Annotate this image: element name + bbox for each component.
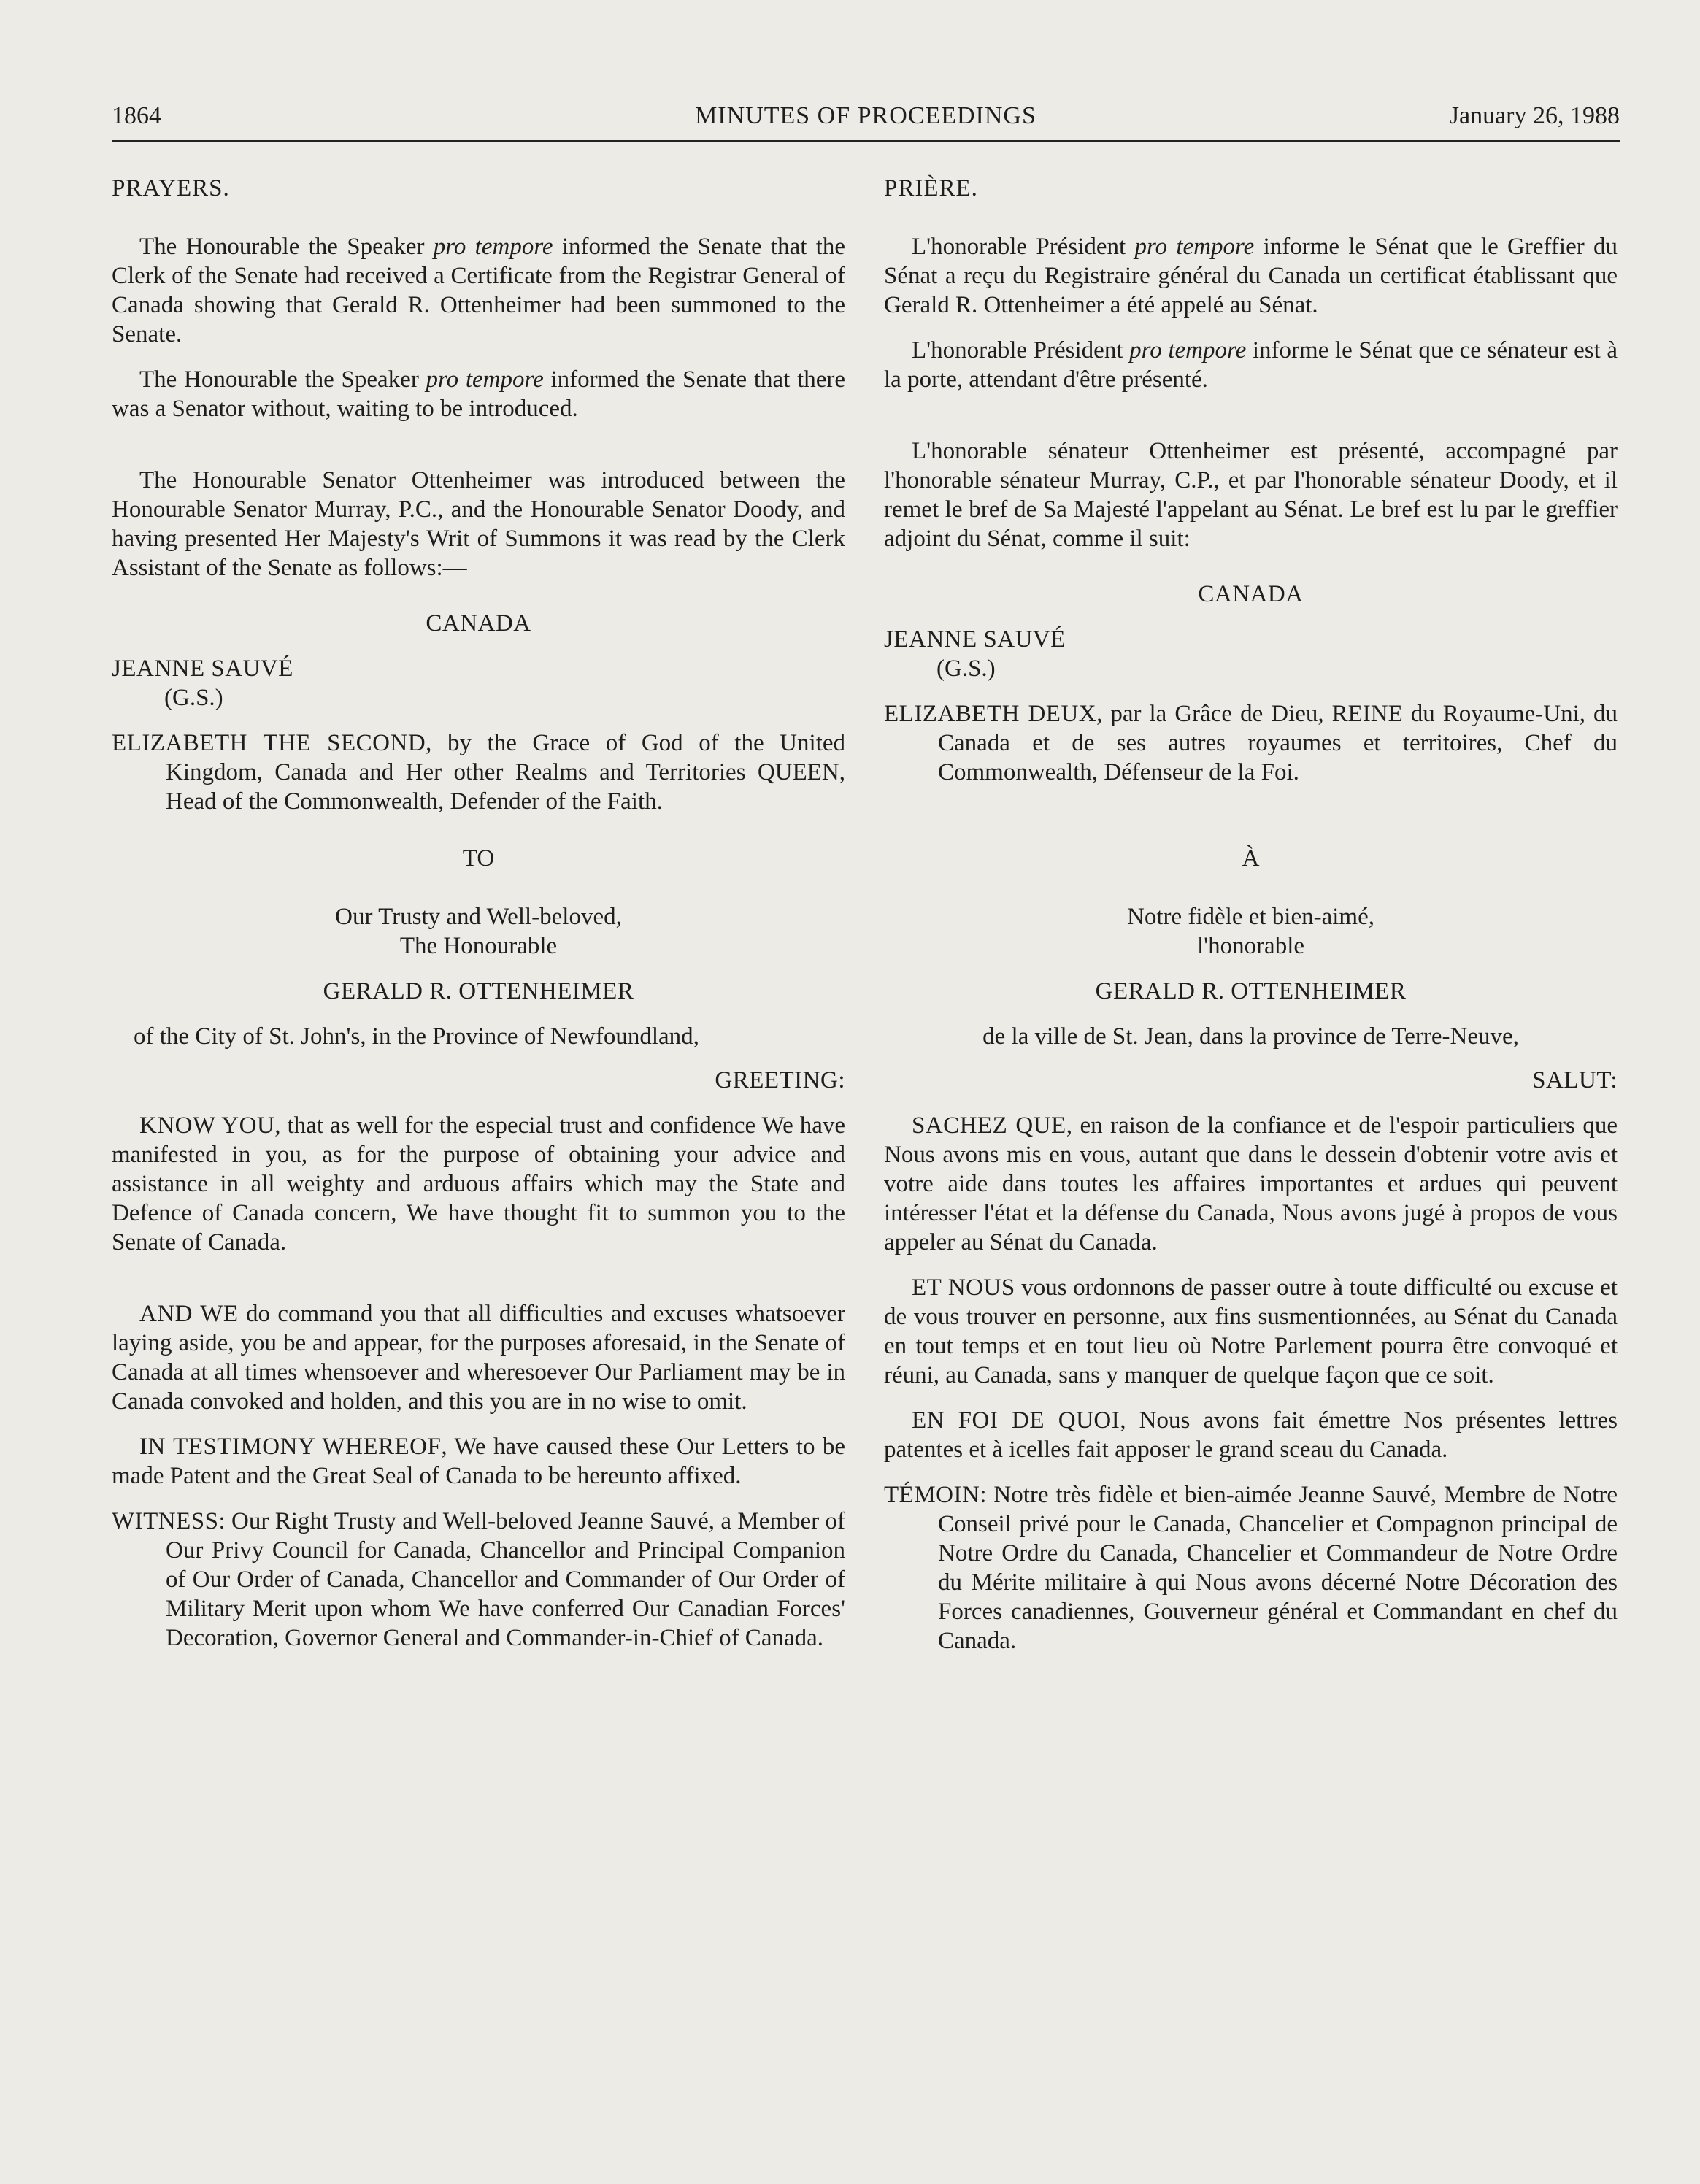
writ-sovereign: ELIZABETH THE SECOND, by the Grace of God of the United Kingdom, Canada and Her other Realms and Territories QUEEN, Head of the Commonwealth, Defender of the Faith. — [112, 730, 845, 815]
writ-addressee-name: GERALD R. OTTENHEIMER — [1095, 978, 1407, 1004]
section-heading: PRIÈRE. — [884, 175, 978, 201]
writ-addressee-line1: Notre fidèle et bien-aimé, — [1126, 904, 1374, 930]
writ-country: CANADA — [426, 610, 531, 637]
writ-signatory: JEANNE SAUVÉ — [112, 655, 293, 682]
writ-gs: (G.S.) — [936, 655, 996, 682]
writ-greeting: SALUT: — [1532, 1067, 1618, 1093]
writ-country: CANADA — [1198, 581, 1304, 607]
writ-know-you: KNOW YOU, that as well for the especial trust and confidence We have manifested in you, as for the purpose of obtaining your advice and assistance in all weighty and arduous affairs which may the State and Defence of Canada concern, We have thought fit to summon you to the Senate of Canada. — [112, 1112, 845, 1256]
writ-gs: (G.S.) — [164, 685, 223, 711]
section-heading: PRAYERS. — [112, 175, 230, 201]
speaker-certificate-paragraph: The Honourable the Speaker pro tempore informed the Senate that the Clerk of the Senate had received a Certificate from the Registrar General of Canada showing that Gerald R. Ottenheimer had been summoned to the Senate. — [112, 234, 846, 347]
writ-sovereign: ELIZABETH DEUX, par la Grâce de Dieu, REINE du Royaume-Uni, du Canada et de ses autres royaumes et territoires, Chef du Commonwealth, Défenseur de la Foi. — [884, 701, 1618, 785]
writ-greeting: GREETING: — [715, 1067, 845, 1093]
senator-waiting-paragraph: L'honorable Président pro tempore informe le Sénat que ce sénateur est à la porte, attendant d'être présenté. — [884, 337, 1618, 393]
writ-signatory: JEANNE SAUVÉ — [884, 626, 1066, 653]
introduction-paragraph: L'honorable sénateur Ottenheimer est présenté, accompagné par l'honorable sénateur Murray, C.P., et par l'honorable sénateur Doody, et il remet le bref de Sa Majesté l'appelant au Sénat. Le bref est lu par le greffier adjoint du Sénat, comme il suit: — [884, 438, 1618, 552]
running-title: MINUTES OF PROCEEDINGS — [695, 102, 1036, 129]
writ-of-city: of the City of St. John's, in the Province of Newfoundland, — [134, 1023, 699, 1050]
writ-addressee-line2: l'honorable — [1196, 933, 1305, 959]
page-header — [112, 99, 1620, 142]
writ-to: TO — [462, 845, 495, 872]
page-date: January 26, 1988 — [1449, 102, 1620, 129]
writ-know-you: SACHEZ QUE, en raison de la confiance et de l'espoir particuliers que Nous avons mis en vous, autant que dans le dessein d'obtenir votre avis et votre aide dans toutes les affaires importantes et ardues qui peuvent intéresser l'état et la défense du Canada, Nous avons jugé à propos de vous appeler au Sénat du Canada. — [884, 1112, 1618, 1256]
french-column — [884, 174, 1618, 1656]
writ-addressee-name: GERALD R. OTTENHEIMER — [323, 978, 634, 1004]
writ-command: ET NOUS vous ordonnons de passer outre à toute difficulté ou excuse et de vous trouver en personne, aux fins susmentionnées, au Sénat du Canada en tout temps et en tout lieu où Notre Parlement pourra être convoqué et réuni, au Canada, sans y manquer de quelque façon que ce soit. — [884, 1274, 1618, 1388]
writ-witness: WITNESS: Our Right Trusty and Well-beloved Jeanne Sauvé, a Member of Our Privy Council for Canada, Chancellor and Principal Companion of Our Order of Canada, Chancellor and Commander of Our Order of Military Merit upon whom We have conferred Our Canadian Forces' Decoration, Governor General and Commander-in-Chief of Canada. — [112, 1508, 845, 1651]
english-column — [112, 174, 845, 1653]
senator-waiting-paragraph: The Honourable the Speaker pro tempore informed the Senate that there was a Senator without, waiting to be introduced. — [112, 366, 846, 422]
writ-of-city: de la ville de St. Jean, dans la province de Terre-Neuve, — [982, 1023, 1519, 1050]
page-number: 1864 — [112, 102, 161, 129]
writ-to: À — [1242, 845, 1260, 872]
writ-testimony: IN TESTIMONY WHEREOF, We have caused these Our Letters to be made Patent and the Great Seal of Canada to be hereunto affixed. — [112, 1434, 846, 1489]
writ-command: AND WE do command you that all difficulties and excuses whatsoever laying aside, you be and appear, for the purposes aforesaid, in the Senate of Canada at all times whensoever and wheresoever Our Parliament may be in Canada convoked and holden, and this you are in no wise to omit. — [112, 1301, 846, 1415]
writ-testimony: EN FOI DE QUOI, Nous avons fait émettre Nos présentes lettres patentes et à icelles fait apposer le grand sceau du Canada. — [884, 1407, 1618, 1463]
writ-addressee-line1: Our Trusty and Well-beloved, — [335, 904, 622, 930]
writ-witness: TÉMOIN: Notre très fidèle et bien-aimée Jeanne Sauvé, Membre de Notre Conseil privé pour le Canada, Chancelier et Compagnon principal de Notre Ordre du Canada, Chancelier et Commandeur de Notre Ordre du Mérite militaire à qui Nous avons décerné Notre Décoration des Forces canadiennes, Gouverneur général et Commandant en chef du Canada. — [884, 1482, 1618, 1654]
writ-addressee-line2: The Honourable — [399, 933, 558, 959]
introduction-paragraph: The Honourable Senator Ottenheimer was introduced between the Honourable Senator Murray, P.C., and the Honourable Senator Doody, and having presented Her Majesty's Writ of Summons it was read by the Clerk Assistant of the Senate as follows:— — [112, 467, 845, 581]
speaker-certificate-paragraph: L'honorable Président pro tempore informe le Sénat que le Greffier du Sénat a reçu du Registraire général du Canada un certificat établissant que Gerald R. Ottenheimer a été appelé au Sénat. — [884, 234, 1618, 318]
